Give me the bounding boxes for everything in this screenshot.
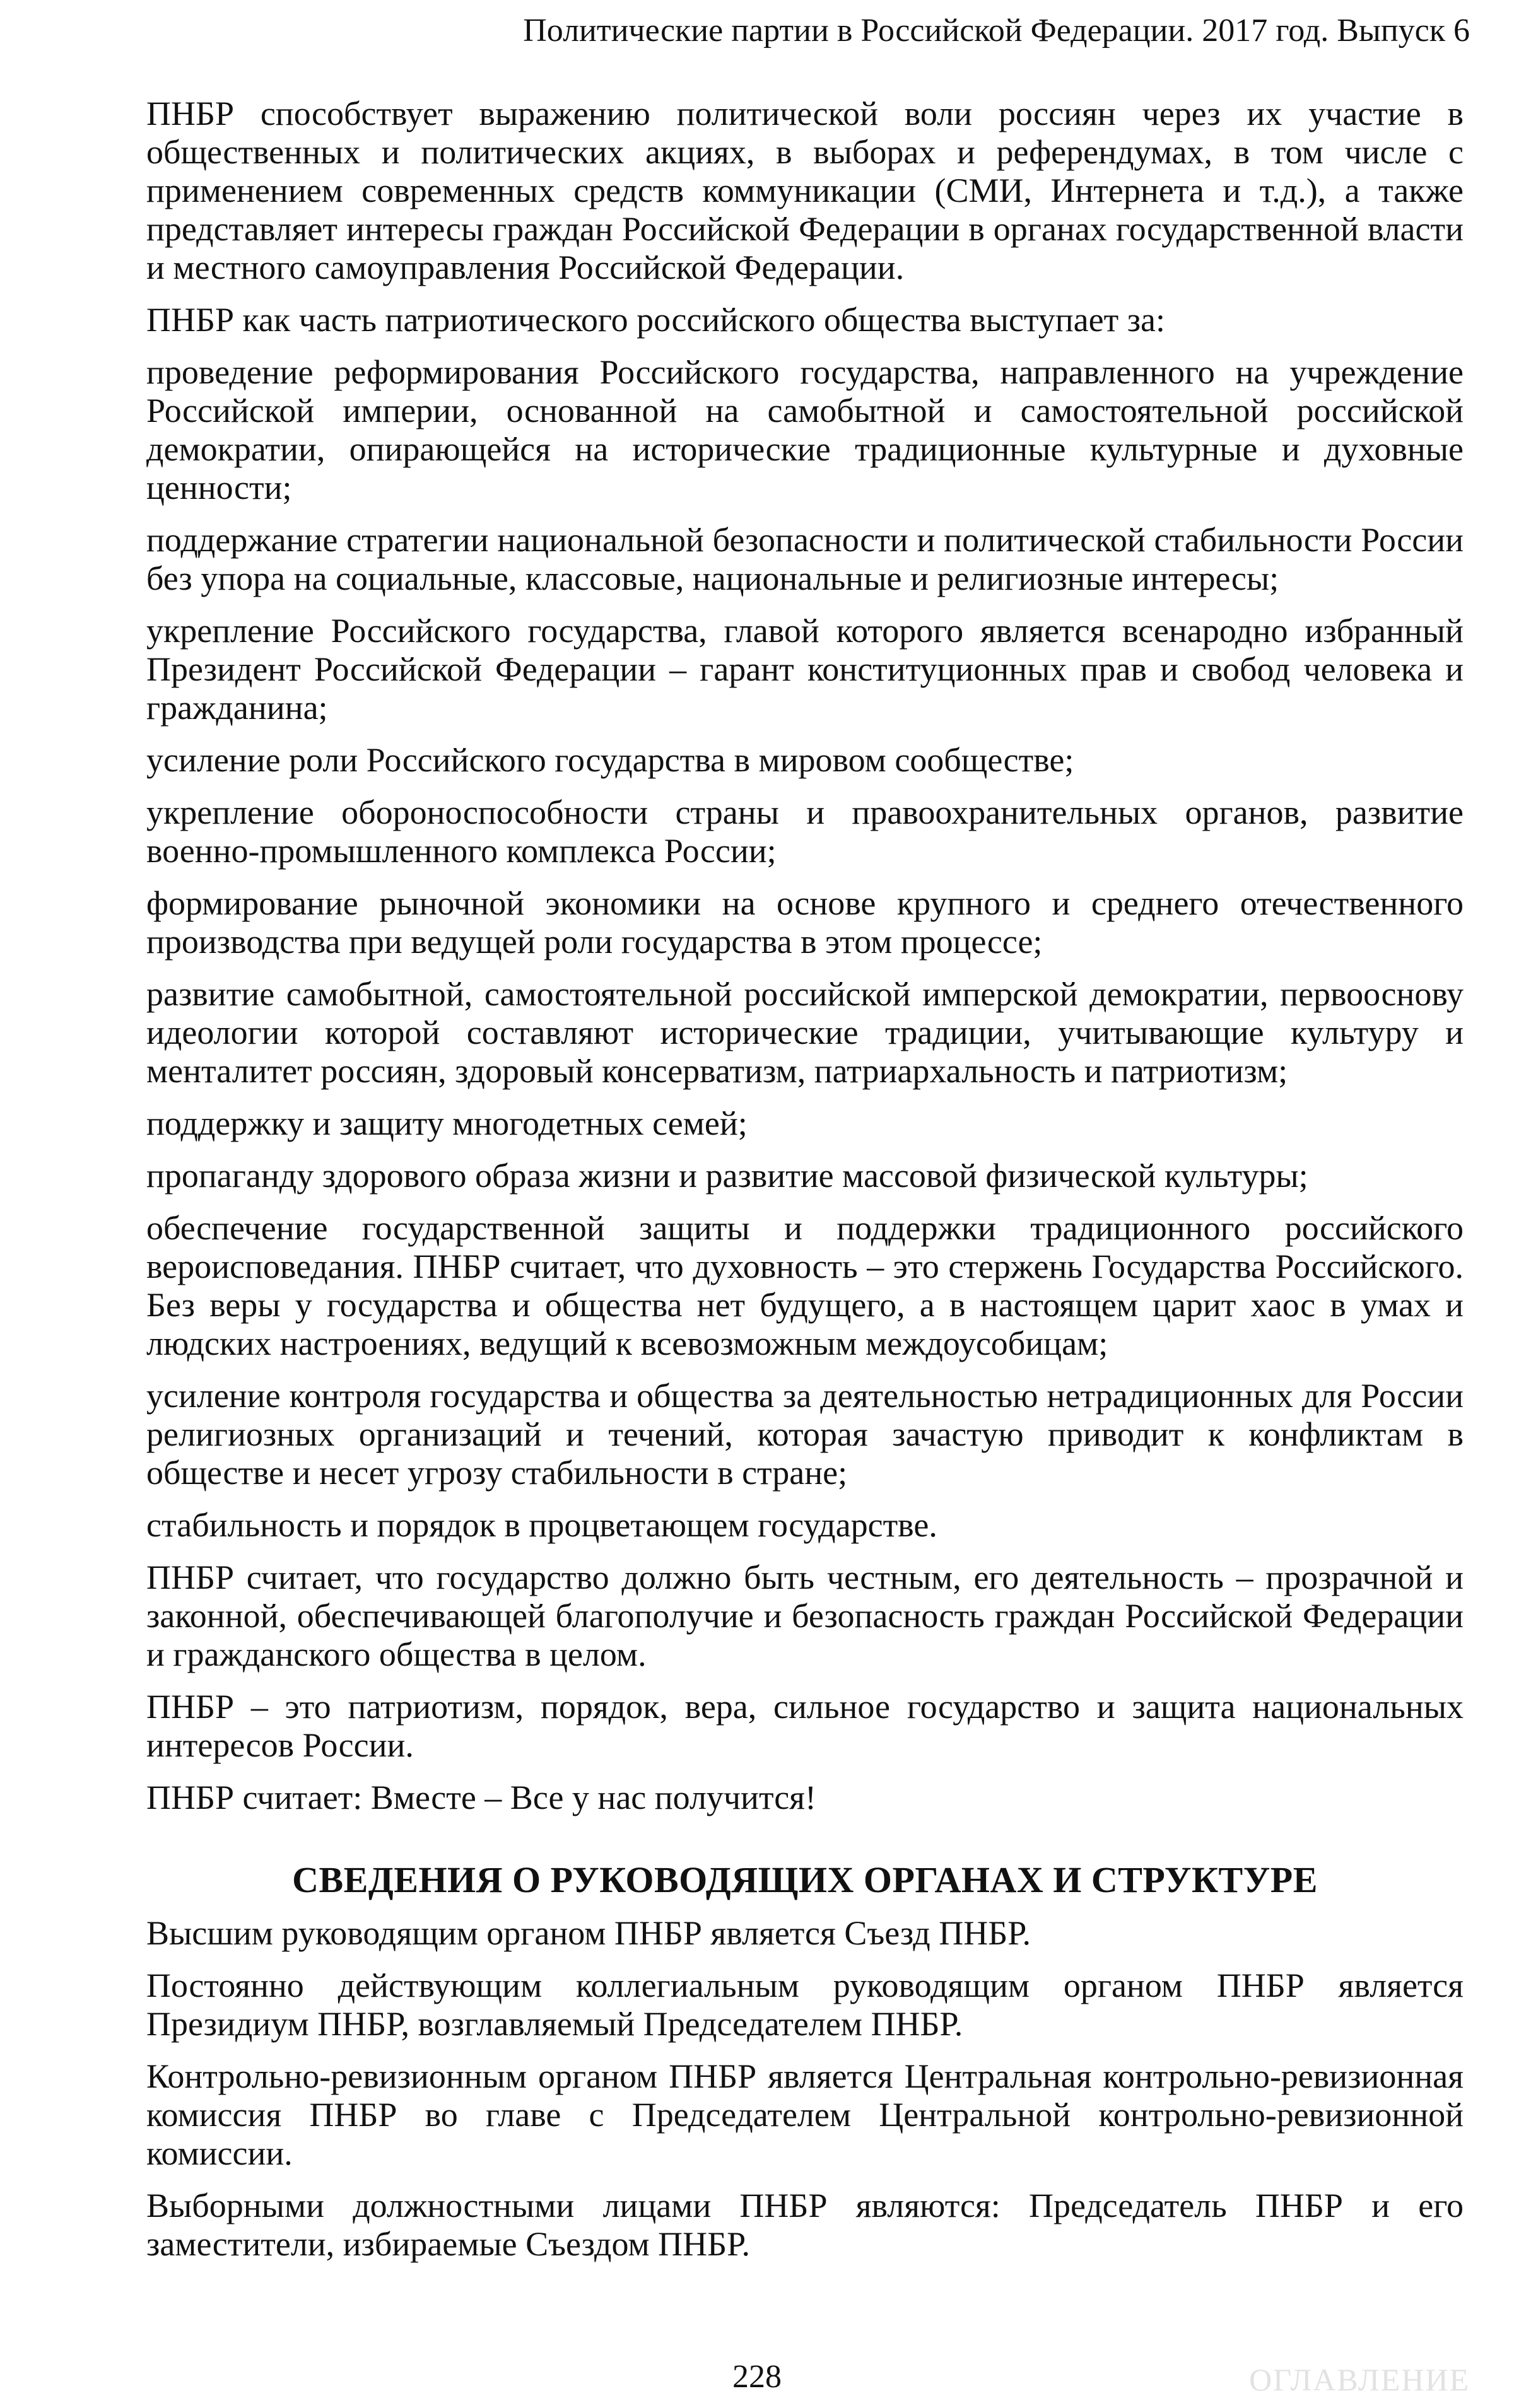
paragraph: ПНБР считает, что государство должно быть честным, его деятельность – прозрачной и законной, обеспечивающей благополучие и безопасность граждан Российской Федерации и гражданского общества в целом. [146, 1558, 1464, 1673]
list-item: формирование рыночной экономики на основе крупного и среднего отечественного производства при ведущей роли государства в этом процессе; [146, 884, 1464, 961]
list-item: укрепление обороноспособности страны и правоохранительных органов, развитие военно-промышленного комплекса России; [146, 793, 1464, 870]
paragraph: ПНБР – это патриотизм, порядок, вера, сильное государство и защита национальных интересов России. [146, 1688, 1464, 1764]
list-item: усиление роли Российского государства в мировом сообществе; [146, 741, 1074, 779]
paragraph: ПНБР способствует выражению политической воли россиян через их участие в общественных и политических акциях, в выборах и референдумах, в том числе с применением современных средств коммуникации (СМИ, Интернета и т.д.), а также представляет интересы граждан Российской Федерации в органах государственной власти и местного самоуправления Российской Федерации. [146, 95, 1464, 286]
list-item: пропаганду здорового образа жизни и развитие массовой физической культуры; [146, 1157, 1308, 1195]
list-item: проведение реформирования Российского государства, направленного на учреждение Российской империи, основанной на самобытной и самостоятельной российской демократии, опирающейся на исторические традиционные культурные и духовные ценности; [146, 353, 1464, 506]
paragraph: ПНБР как часть патриотического российского общества выступает за: [146, 301, 1166, 339]
paragraph: Постоянно действующим коллегиальным руководящим органом ПНБР является Президиум ПНБР, возглавляемый Председателем ПНБР. [146, 1967, 1464, 2043]
section-heading: СВЕДЕНИЯ О РУКОВОДЯЩИХ ОРГАНАХ И СТРУКТУРЕ [292, 1859, 1318, 1900]
list-item: обеспечение государственной защиты и поддержки традиционного российского вероисповедания. ПНБР считает, что духовность – это стержень Государства Российского. Без веры у государства и общества нет будущего, а в настоящем царит хаос в умах и людских настроениях, ведущий к всевозможным междоусобицам; [146, 1209, 1464, 1362]
paragraph: Выборными должностными лицами ПНБР являются: Председатель ПНБР и его заместители, избираемые Съездом ПНБР. [146, 2187, 1464, 2263]
paragraph: Высшим руководящим органом ПНБР является Съезд ПНБР. [146, 1914, 1031, 1952]
page-number: 228 [732, 2359, 782, 2395]
running-header: Политические партии в Российской Федерации. 2017 год. Выпуск 6 [523, 13, 1470, 49]
table-of-contents-link[interactable]: ОГЛАВЛЕНИЕ [1249, 2362, 1470, 2397]
list-item: развитие самобытной, самостоятельной российской имперской демократии, первооснову идеологии которой составляют исторические традиции, учитывающие культуру и менталитет россиян, здоровый консерватизм, патриархальность и патриотизм; [146, 975, 1464, 1090]
list-item: поддержание стратегии национальной безопасности и политической стабильности России без упора на социальные, классовые, национальные и религиозные интересы; [146, 521, 1464, 597]
list-item: усиление контроля государства и общества за деятельностью нетрадиционных для России религиозных организаций и течений, которая зачастую приводит к конфликтам в обществе и несет угрозу стабильности в стране; [146, 1377, 1464, 1492]
slogan-paragraph: ПНБР считает: Вместе – Все у нас получится! [146, 1779, 816, 1816]
list-item: стабильность и порядок в процветающем государстве. [146, 1506, 937, 1544]
page-content [146, 95, 1464, 2264]
paragraph: Контрольно-ревизионным органом ПНБР является Центральная контрольно-ревизионная комиссия ПНБР во главе с Председателем Центральной контрольно-ревизионной комиссии. [146, 2057, 1464, 2172]
list-item: поддержку и защиту многодетных семей; [146, 1104, 748, 1142]
list-item: укрепление Российского государства, главой которого является всенародно избранный Президент Российской Федерации – гарант конституционных прав и свобод человека и гражданина; [146, 612, 1464, 727]
